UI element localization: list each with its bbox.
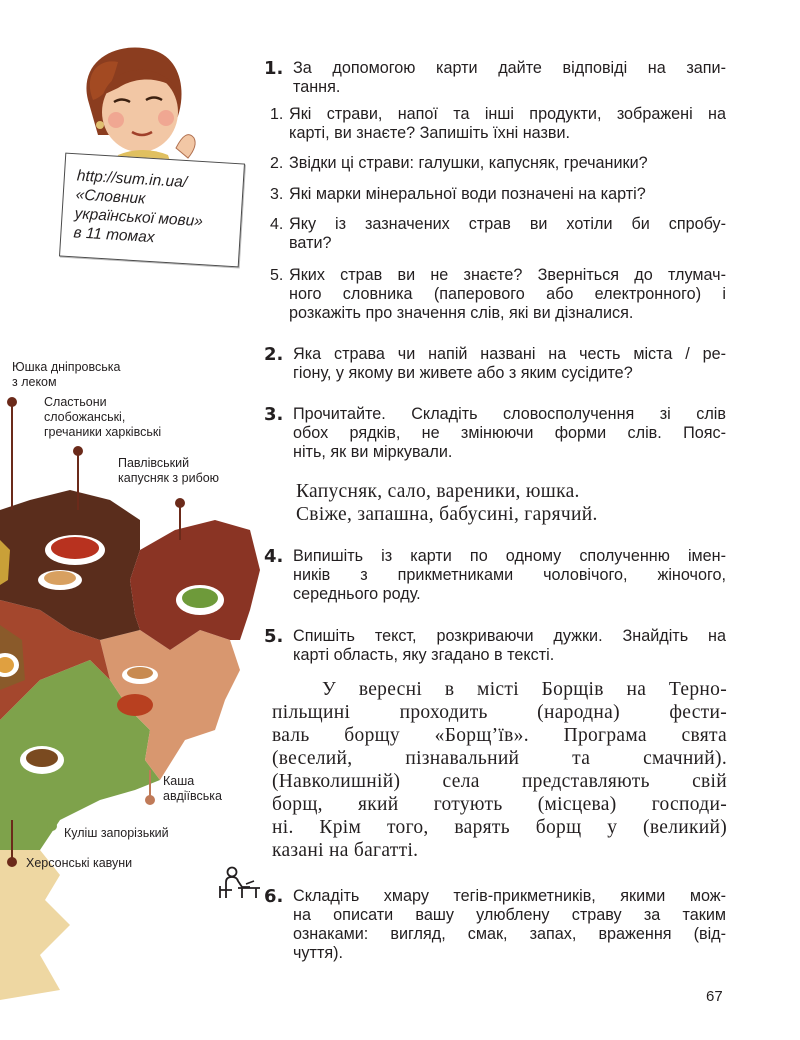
map-label-line: Каша	[163, 774, 195, 788]
question-line: Які марки мінеральної води позначені на карті?	[289, 185, 646, 203]
task-3-line: Прочитайте. Складіть словосполучення зі слів	[293, 405, 726, 423]
task-4-line: Випишіть із карти по одному сполученню імен-	[293, 547, 726, 565]
map-region-south	[0, 850, 70, 1000]
map-label-line: слобожанські,	[44, 410, 126, 424]
question-3-number: 3.	[270, 186, 284, 203]
passage-line: (веселий, пізнавальний та смачний).	[272, 748, 727, 769]
map-label-line: з леком	[12, 375, 57, 389]
dictionary-note-text	[73, 166, 206, 250]
writing-at-desk-icon	[218, 866, 262, 900]
note-line: «Словник	[75, 186, 146, 208]
task-2-line: гіону, у якому ви живете або з яким сусідите?	[293, 364, 633, 382]
question-line: Яку із зазначених страв ви хотіли би спробу-	[289, 215, 726, 233]
map-label-line: капусняк з рибою	[118, 471, 220, 485]
note-url: http://sum.in.ua/	[76, 167, 188, 192]
passage-line: борщ, який готують (місцева) господи-	[272, 794, 727, 815]
task-3-number: 3.	[264, 404, 284, 425]
question-4-number: 4.	[270, 216, 284, 233]
task-6-line: на описати вашу улюблену страву за таким	[293, 906, 726, 924]
task-6-line: Складіть хмару тегів-прикметників, якими мож-	[293, 887, 726, 905]
task-5-number: 5.	[264, 626, 284, 647]
question-2-number: 2.	[270, 155, 284, 172]
passage-line: (Навколишній) села представляють свій	[272, 771, 727, 792]
question-line: Звідки ці страви: галушки, капусняк, гречаники?	[289, 154, 648, 172]
task-3-words	[296, 480, 716, 526]
task-1-line: За допомогою карти дайте відповіді на запи-	[293, 59, 726, 77]
task-6-number: 6.	[264, 886, 284, 907]
task-4-text	[293, 547, 726, 604]
task-3-line: обох рядків, не змінюючи форми слів. Пояс-	[293, 424, 726, 442]
task-4-line: ників з прикметниками чоловічого, жіночого,	[293, 566, 726, 584]
question-3-text	[289, 185, 726, 204]
question-5-text	[289, 266, 726, 323]
task-4-line: середнього роду.	[293, 585, 421, 603]
question-line: Яких страв ви не знаєте? Зверніться до тлумач-	[289, 266, 726, 284]
question-4-text	[289, 215, 726, 253]
question-5-number: 5.	[270, 267, 284, 284]
map-label-line: Сластьони	[44, 395, 107, 409]
dictionary-note-card	[59, 153, 245, 268]
task-5-line: карті область, яку згадано в тексті.	[293, 646, 555, 664]
question-2-text	[289, 154, 726, 173]
task-3-line: ніть, як ви міркували.	[293, 443, 453, 461]
task-6-line: чуття).	[293, 944, 344, 962]
question-1-text	[289, 105, 726, 143]
question-line: розкажіть про значення слів, які ви дізналися.	[289, 304, 634, 322]
map-label-line: Павлівський	[118, 456, 190, 470]
passage-line: ні. Крім того, варять борщ у (великий)	[272, 817, 727, 838]
passage-line: казані на багатті.	[272, 840, 419, 861]
task-5-passage	[272, 678, 727, 862]
note-line: української мови»	[74, 205, 204, 231]
task-1-text	[293, 59, 726, 97]
task-2-number: 2.	[264, 344, 284, 365]
question-line: ного словника (паперового або електронного) і	[289, 285, 726, 303]
passage-line: У вересні в місті Борщів на Терно-	[322, 679, 727, 700]
note-line: в 11 томах	[72, 224, 155, 247]
girl-illustration	[58, 40, 228, 170]
map-label-kasha	[163, 774, 222, 804]
task-3-words-line: Свіже, запашна, бабусині, гарячий.	[296, 504, 598, 525]
question-line: вати?	[289, 234, 332, 252]
question-line: Які страви, напої та інші продукти, зображені на	[289, 105, 726, 123]
page-number: 67	[706, 988, 723, 1005]
map-label-yushka	[12, 360, 120, 390]
task-6-line: ознаками: вигляд, смак, запах, враження (від-	[293, 925, 726, 943]
map-label-line: Юшка дніпровська	[12, 360, 121, 374]
question-1-number: 1.	[270, 106, 284, 123]
map-label-line: гречаники харківські	[44, 425, 162, 439]
map-label-kulish: Куліш запорізький	[64, 826, 169, 840]
task-1-number: 1.	[264, 58, 284, 79]
task-5-text	[293, 627, 726, 665]
passage-line: валь борщу «Борщ’їв». Програма свята	[272, 725, 727, 746]
task-6-text	[293, 887, 726, 963]
map-label-kapusniak	[118, 456, 219, 486]
task-2-line: Яка страва чи напій названі на честь міста / ре-	[293, 345, 726, 363]
map-label-line: авдіївська	[163, 789, 222, 803]
task-3-text	[293, 405, 726, 462]
map-region-luhansk	[130, 520, 260, 650]
task-1-line: тання.	[293, 78, 341, 96]
task-3-words-line: Капусняк, сало, вареники, юшка.	[296, 481, 580, 502]
passage-line: пільщині проходить (народна) фести-	[272, 702, 727, 723]
map-label-slastony	[44, 395, 161, 440]
task-4-number: 4.	[264, 546, 284, 567]
task-2-text	[293, 345, 726, 383]
task-5-line: Спишіть текст, розкриваючи дужки. Знайдіть на	[293, 627, 726, 645]
question-line: карті, ви знаєте? Запишіть їхні назви.	[289, 124, 571, 142]
map-label-kavuny: Херсонські кавуни	[26, 856, 133, 870]
